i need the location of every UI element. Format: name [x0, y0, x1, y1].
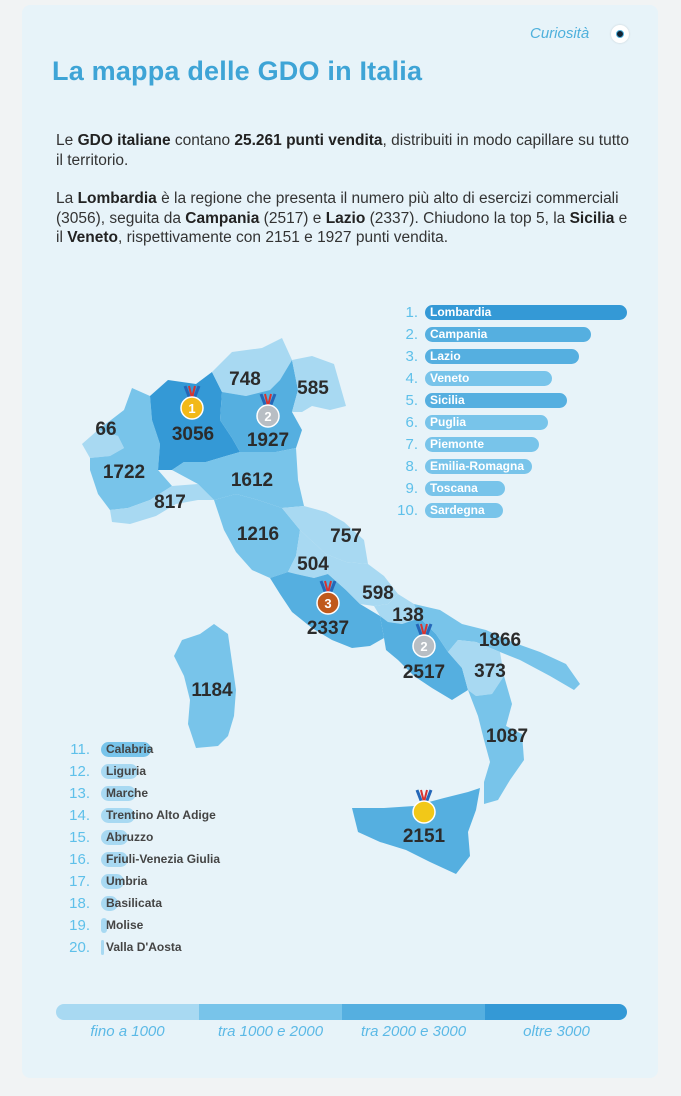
p2-run-7: Sicilia: [569, 209, 615, 227]
map-value-calabria: 1087: [485, 726, 529, 747]
rank-number: 14.: [69, 807, 90, 824]
p1-run-2: contano: [170, 132, 235, 149]
map-value-liguria: 817: [154, 492, 186, 513]
map-value-trentino-alto-adige: 748: [229, 369, 261, 390]
ranking-label: Toscana: [430, 481, 478, 495]
rank-number: 16.: [69, 851, 90, 868]
map-value-molise: 138: [392, 605, 424, 626]
rank-number: 13.: [69, 785, 90, 802]
legend-label: fino a 1000: [90, 1023, 165, 1040]
map-value-veneto: 1927: [246, 430, 290, 451]
map-value-piemonte: 1722: [102, 462, 146, 483]
map-value-lazio: 2337: [306, 618, 350, 639]
rank-number: 1.: [405, 304, 418, 321]
ranking-label: Veneto: [430, 371, 470, 385]
map-value-campania: 2517: [402, 662, 446, 683]
rank-number: 5.: [405, 392, 418, 409]
p1-run-4: , distribuiti in modo capillare su tutto il territorio.: [56, 132, 629, 169]
rank-number: 2.: [405, 326, 418, 343]
legend-label: tra 1000 e 2000: [217, 1023, 324, 1040]
map-value-toscana: 1216: [236, 524, 280, 545]
medal-icon: [413, 790, 435, 823]
ranking-label: Emilia-Romagna: [430, 459, 525, 473]
p2-run-4: (2517) e: [259, 209, 326, 227]
legend-swatch: [56, 1004, 199, 1020]
medal-number: 2: [420, 639, 428, 654]
map-value-abruzzo: 598: [362, 583, 394, 604]
p2-run-5: Lazio: [325, 209, 366, 227]
legend-swatch: [485, 1004, 627, 1020]
p2-run-1: Lombardia: [77, 190, 157, 207]
ranking-label: Sicilia: [430, 393, 465, 407]
ranking-label: Basilicata: [106, 896, 163, 910]
rank-number: 12.: [69, 763, 90, 780]
ranking-label: Abruzzo: [106, 830, 154, 844]
rank-number: 6.: [405, 414, 418, 431]
ranking-label: Sardegna: [430, 503, 485, 517]
ranking-label: Umbria: [106, 874, 148, 888]
rank-number: 19.: [69, 917, 90, 934]
map-value-valla-d-aosta: 66: [95, 419, 117, 440]
rank-number: 9.: [405, 480, 418, 497]
map-value-umbria: 504: [297, 554, 329, 575]
p2-run-2: è la regione che presenta il numero più alto di esercizi commerciali (3056), seguita da: [56, 190, 619, 227]
rank-number: 18.: [69, 895, 90, 912]
ranking-label: Molise: [106, 918, 144, 932]
p2-run-0: La: [56, 190, 78, 207]
legend-swatch: [199, 1004, 342, 1020]
p2-run-3: Campania: [185, 209, 260, 227]
rank-number: 10.: [397, 502, 418, 519]
p1-run-0: Le: [56, 132, 78, 149]
page-title: La mappa delle GDO in Italia: [52, 56, 423, 86]
p2-run-10: , rispettivamente con 2151 e 1927 punti vendita.: [118, 229, 449, 246]
medal-number: 3: [324, 596, 332, 611]
rank-number: 20.: [69, 939, 90, 956]
p2-run-8: e il: [56, 209, 628, 246]
map-value-marche: 757: [330, 526, 362, 547]
rank-number: 17.: [69, 873, 90, 890]
medal-number: 2: [264, 409, 272, 424]
ranking-bar: [101, 940, 104, 955]
map-value-sicilia: 2151: [402, 826, 446, 847]
ranking-label: Puglia: [430, 415, 467, 429]
rank-number: 3.: [405, 348, 418, 365]
p1-run-1: GDO italiane: [77, 132, 171, 149]
map-value-emilia-romagna: 1612: [230, 470, 274, 491]
legend-label: oltre 3000: [523, 1023, 590, 1040]
ranking-label: Marche: [106, 786, 149, 800]
rank-number: 15.: [69, 829, 90, 846]
rank-number: 7.: [405, 436, 418, 453]
ranking-label: Trentino Alto Adige: [106, 808, 216, 822]
map-value-friuli-venezia-giulia: 585: [297, 378, 329, 399]
rank-number: 8.: [405, 458, 418, 475]
map-value-sardegna: 1184: [191, 680, 233, 701]
medal-number: 1: [188, 401, 196, 416]
p2-run-6: (2337). Chiudono la top 5, la: [365, 209, 570, 227]
rank-number: 4.: [405, 370, 418, 387]
ranking-label: Calabria: [106, 742, 154, 756]
map-value-basilicata: 373: [474, 661, 506, 682]
map-value-puglia: 1866: [478, 630, 522, 651]
map-value-lombardia: 3056: [171, 424, 215, 445]
ranking-label: Campania: [430, 327, 488, 341]
ranking-label: Liguria: [106, 764, 147, 778]
p2-run-9: Veneto: [67, 229, 119, 246]
ranking-label: Lazio: [430, 349, 461, 363]
ranking-label: Lombardia: [430, 305, 492, 319]
ranking-label: Friuli-Venezia Giulia: [106, 852, 221, 866]
legend-swatch: [342, 1004, 485, 1020]
ranking-label: Piemonte: [430, 437, 485, 451]
rank-number: 11.: [70, 741, 90, 758]
category-badge[interactable]: Curiosità: [530, 25, 590, 42]
legend-label: tra 2000 e 3000: [360, 1023, 467, 1040]
p1-run-3: 25.261 punti vendita: [234, 132, 383, 149]
ranking-label: Valla D'Aosta: [106, 940, 182, 954]
